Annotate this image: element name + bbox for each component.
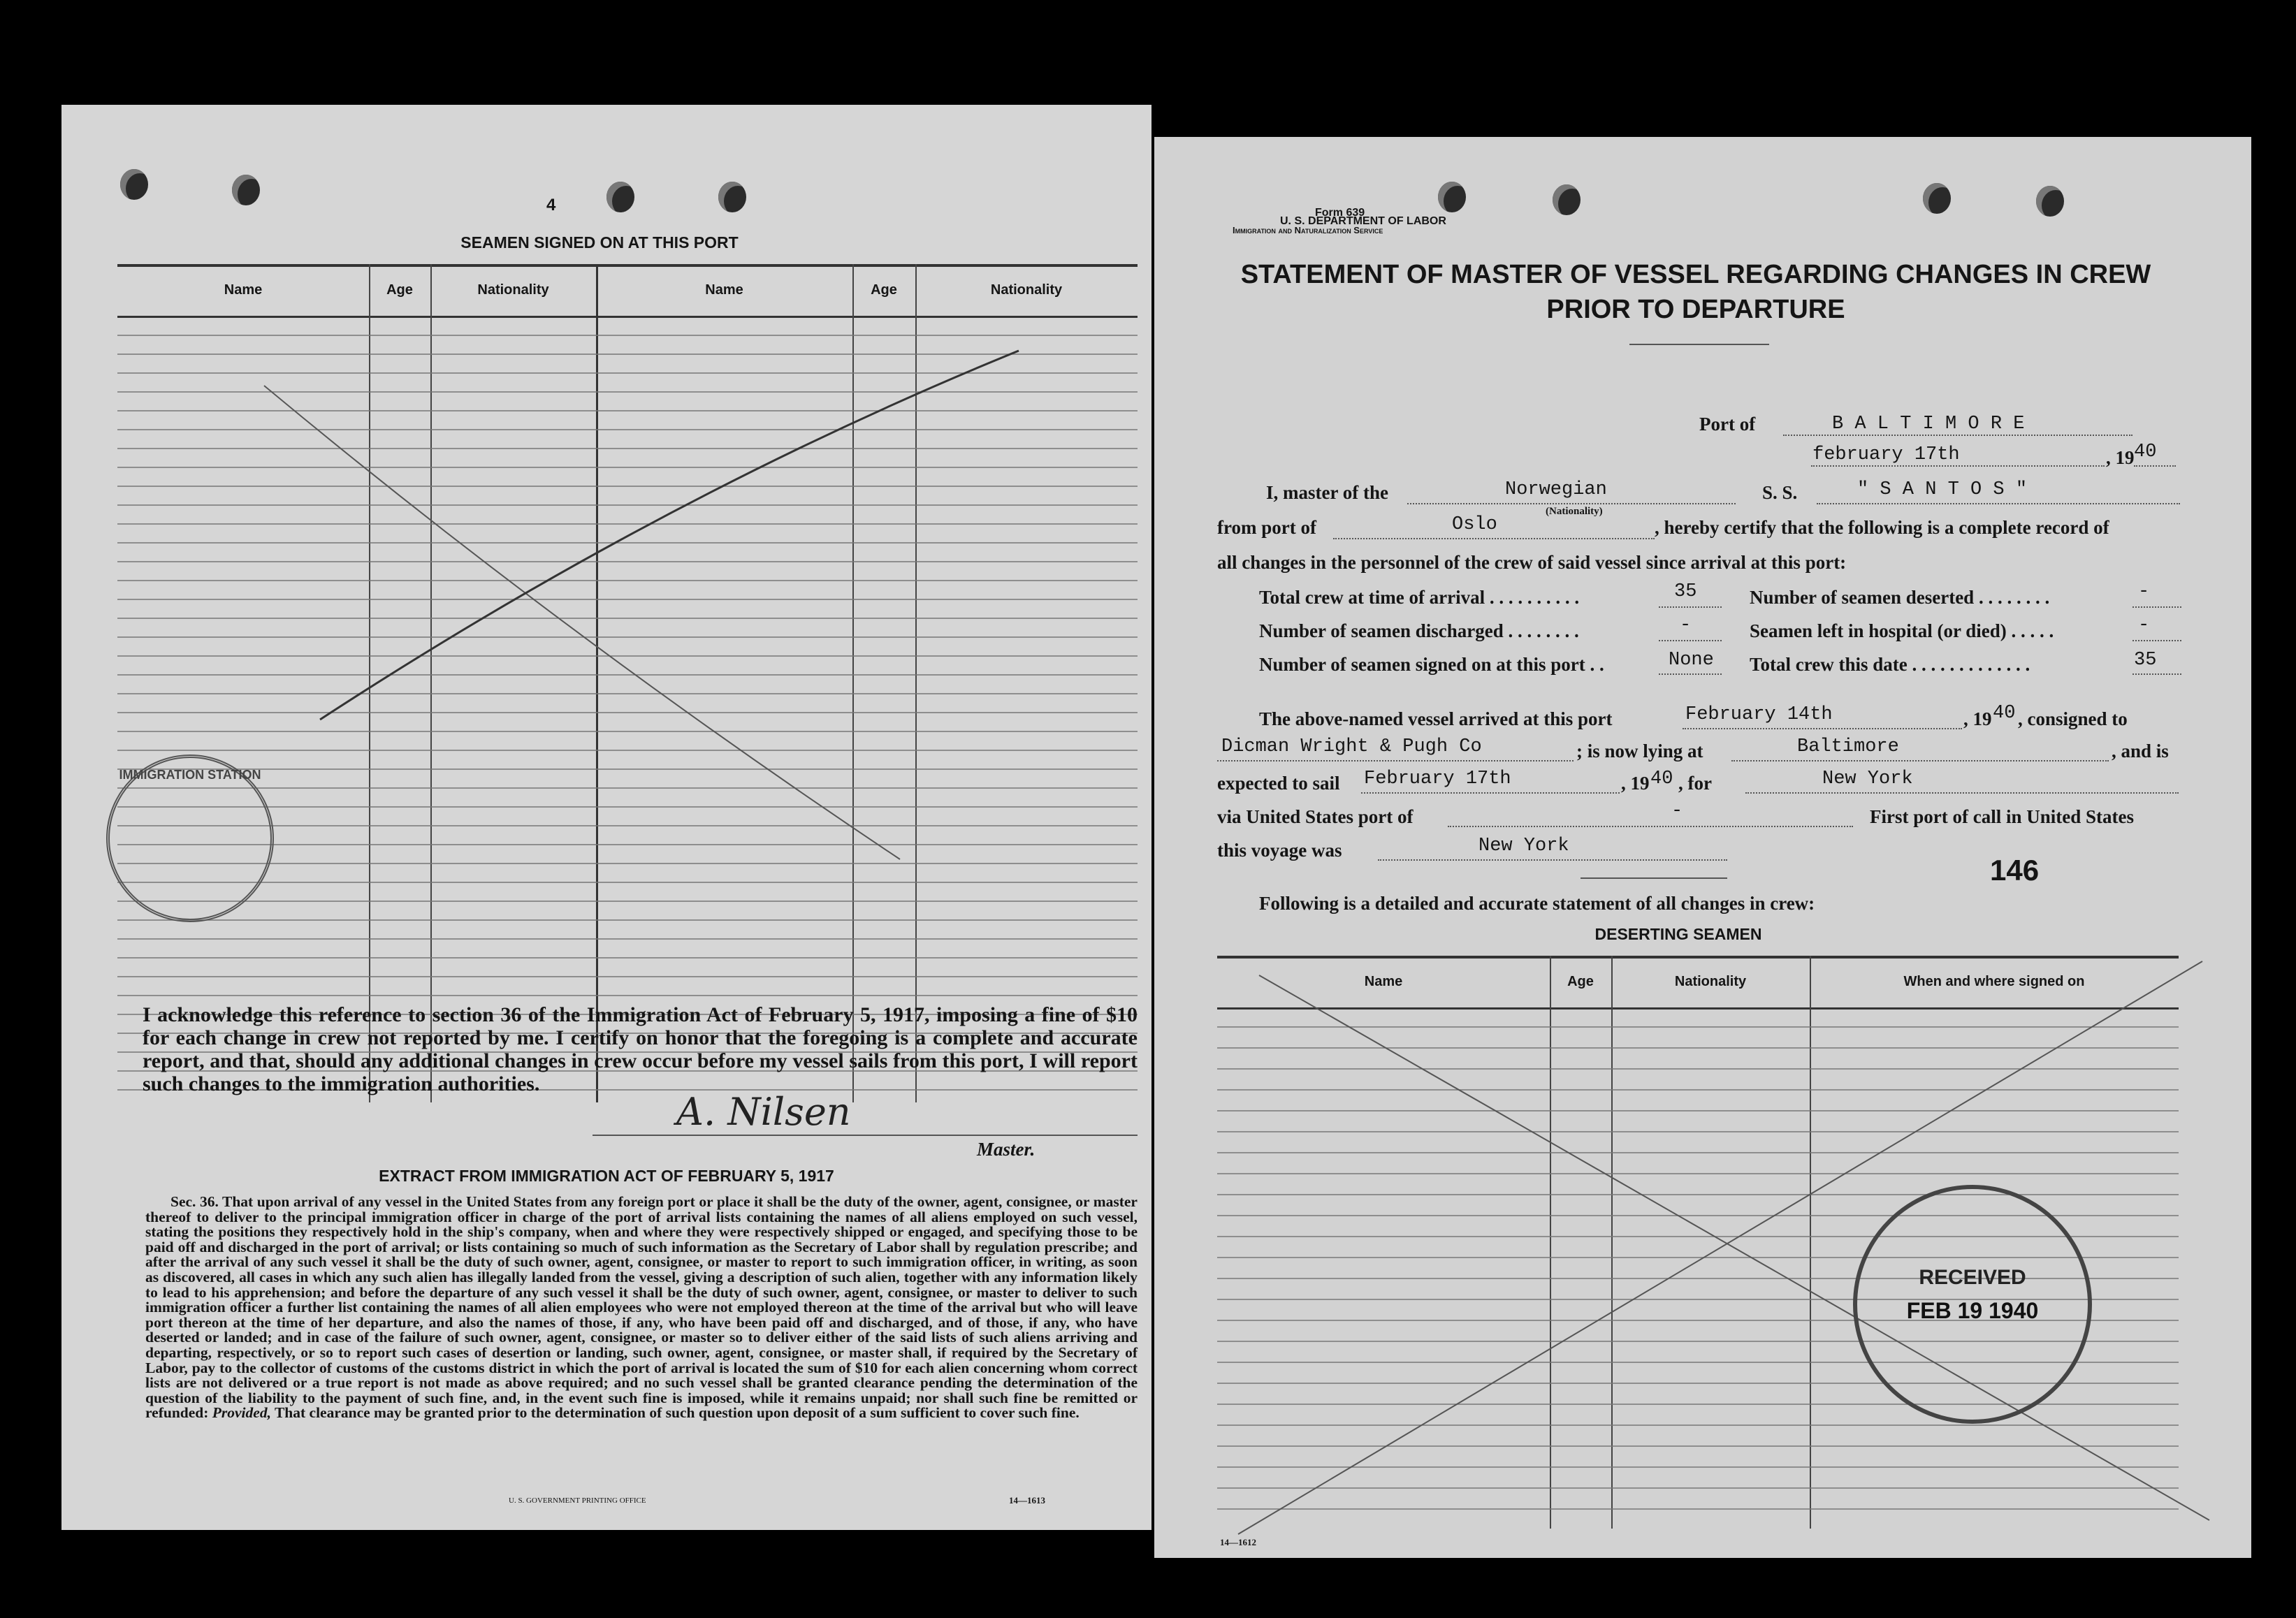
form-number: Form 639 — [1315, 207, 1365, 219]
ship-name-value: " S A N T O S " — [1857, 479, 2028, 500]
department: U. S. DEPARTMENT OF LABOR — [1280, 215, 1446, 227]
printer-line: U. S. GOVERNMENT PRINTING OFFICE — [509, 1496, 646, 1505]
nationality-value: Norwegian — [1505, 479, 1607, 500]
port-label: Port of — [1699, 414, 1756, 435]
left-page — [61, 105, 1151, 1530]
and-is-label: , and is — [2112, 741, 2169, 761]
expected-value: February 17th — [1364, 768, 1511, 789]
column-header: Age — [386, 282, 413, 298]
column-header: Age — [1567, 974, 1594, 989]
master-signature: A. Nilsen — [676, 1090, 851, 1134]
from-port-value: Oslo — [1452, 514, 1497, 535]
expected-year-prefix: , 19 — [1621, 773, 1650, 794]
form-code: 14—1612 — [1220, 1537, 1256, 1547]
nationality-caption: (Nationality) — [1546, 506, 1603, 517]
consigned-label: , consigned to — [2018, 708, 2128, 729]
acknowledgment-text: I acknowledge this reference to section 36 of the Immigration Act of February 5, 1917, imposing a fine of $10 for each change in crew not reported by me. I certify on honor that the foregoing is a complete and accurate report, and that, should any additional changes in crew occur before my vessel sails from this port, I will report such changes to the immigration authorities. — [143, 1003, 1138, 1095]
expected-year: 40 — [1650, 768, 1673, 789]
signed-on-value: None — [1669, 650, 1714, 671]
consignee-value: Dicman Wright & Pugh Co — [1221, 736, 1482, 757]
master-label: Master. — [977, 1139, 1036, 1160]
total-crew-date-value: 35 — [2134, 650, 2157, 671]
changes-text: all changes in the personnel of the crew of said vessel since arrival at this port: — [1217, 552, 1847, 573]
service: Immigration and Naturalization Service — [1233, 225, 1383, 235]
column-header: Nationality — [1674, 974, 1747, 989]
arrived-value: February 14th — [1685, 704, 1833, 725]
section-title: SEAMEN SIGNED ON AT THIS PORT — [460, 233, 739, 252]
year-value: 40 — [2134, 442, 2157, 462]
form-code: 14—1613 — [1009, 1495, 1045, 1506]
deserted-value: - — [2138, 581, 2150, 602]
column-header: Age — [871, 282, 897, 298]
deserted-label: Number of seamen deserted . . . . . . . . — [1750, 587, 2050, 608]
column-header: Nationality — [477, 282, 549, 298]
column-header: Nationality — [990, 282, 1063, 298]
via-value: - — [1671, 801, 1683, 822]
deserting-rules-and-cancel-marks — [1154, 137, 2251, 1558]
for-value: New York — [1822, 768, 1913, 789]
master-of-label: I, master of the — [1266, 482, 1388, 503]
total-crew-date-label: Total crew this date . . . . . . . . . . . . . — [1750, 654, 2030, 675]
discharged-value: - — [1680, 615, 1692, 636]
received-stamp: RECEIVED FEB 19 1940 — [1853, 1185, 2092, 1424]
via-label: via United States port of — [1217, 806, 1414, 827]
hospital-value: - — [2138, 615, 2150, 636]
date-value: february 17th — [1812, 444, 1960, 465]
extract-title: EXTRACT FROM IMMIGRATION ACT OF FEBRUARY 5, 1917 — [379, 1167, 834, 1185]
first-port-label: First port of call in United States — [1870, 806, 2134, 827]
signed-on-label: Number of seamen signed on at this port . . — [1259, 654, 1604, 675]
ss-label: S. S. — [1762, 482, 1798, 503]
right-page — [1154, 137, 2251, 1558]
column-header: When and where signed on — [1903, 974, 2085, 989]
deserting-title: DESERTING SEAMEN — [1594, 925, 1762, 943]
hospital-label: Seamen left in hospital (or died) . . . . . — [1750, 620, 2054, 641]
lying-value: Baltimore — [1797, 736, 1899, 757]
expected-label: expected to sail — [1217, 773, 1340, 794]
for-label: , for — [1678, 773, 1712, 794]
total-crew-arrival-label: Total crew at time of arrival . . . . . . . . . . — [1259, 587, 1580, 608]
lying-label: ; is now lying at — [1576, 741, 1703, 761]
certify-text: , hereby certify that the following is a complete record of — [1655, 517, 2109, 538]
total-crew-arrival-value: 35 — [1674, 581, 1697, 602]
arrived-year: 40 — [1993, 703, 2016, 724]
following-text: Following is a detailed and accurate statement of all changes in crew: — [1259, 893, 1815, 914]
arrived-year-prefix: , 19 — [1963, 708, 1992, 729]
port-value: B A L T I M O R E — [1832, 414, 2025, 435]
table-rules-and-cancel-marks — [61, 105, 1151, 1111]
discharged-label: Number of seamen discharged . . . . . . . . — [1259, 620, 1579, 641]
from-port-label: from port of — [1217, 517, 1316, 538]
manifest-number: 146 — [1990, 854, 2040, 887]
column-header: Name — [1364, 974, 1403, 989]
column-header: Name — [705, 282, 743, 298]
year-prefix: , 19 — [2106, 447, 2135, 468]
form-title: STATEMENT OF MASTER OF VESSEL REGARDING CHANGES IN CREW PRIOR TO DEPARTURE — [1240, 260, 2151, 324]
voyage-value: New York — [1478, 836, 1569, 857]
page-number: 4 — [546, 196, 556, 214]
extract-text: Sec. 36. That upon arrival of any vessel in the United States from any foreign port or place it shall be the duty of the owner, agent, consignee, or master thereof to deliver to the principal immigration officer in charge of the port of arrival lists containing the names of all aliens employed on such vessel, stating the positions they respectively hold in the ship's company, when and where they were respectively shipped or engaged, and specifying those to be paid off and discharged in the port of arrival; or lists containing so much of such information as the Secretary of Labor shall by regulation prescribe; and after the arrival of any such vessel it shall be the duty of such owner, agent, consignee, or master to report to such immigration officer, in writing, as soon as discovered, all cases in which any such alien has illegally landed from the vessel, giving a description of such alien, together with any information likely to lead to his apprehension; and before the departure of any such vessel it shall be the duty of such owner, agent, consignee, or master to deliver to such immigration officer a further list containing the names of all alien employees who were not employed thereon at the time of the arrival but who will leave port thereon at the time of her departure, and also the names of those, if any, who have been paid off and discharged, and of those, if any, who have deserted or landed; and in case of the failure of such owner, agent, consignee, or master so to deliver either of the said lists of such aliens arriving and departing, respectively, or so to report such cases of desertion or landing, such owner, agent, consignee, or master shall, if required by the Secretary of Labor, pay to the collector of customs of the customs district in which the port of arrival is located the sum of $10 for each alien concerning whom correct lists are not delivered or a true report is not made as above required; and no such vessel shall be granted clearance pending the determination of the question of the liability to the payment of such fine, and, in the event such fine is imposed, while it remains unpaid; nor shall such fine be remitted or refunded: Provided, That clearance may be granted prior to the determination of such question upon deposit of a sum sufficient to cover such fine. — [145, 1193, 1138, 1422]
voyage-label: this voyage was — [1217, 840, 1342, 861]
column-header: Name — [224, 282, 263, 298]
immigration-station-stamp: IMMIGRATION STATION — [106, 755, 274, 922]
arrived-label: The above-named vessel arrived at this port — [1259, 708, 1613, 729]
